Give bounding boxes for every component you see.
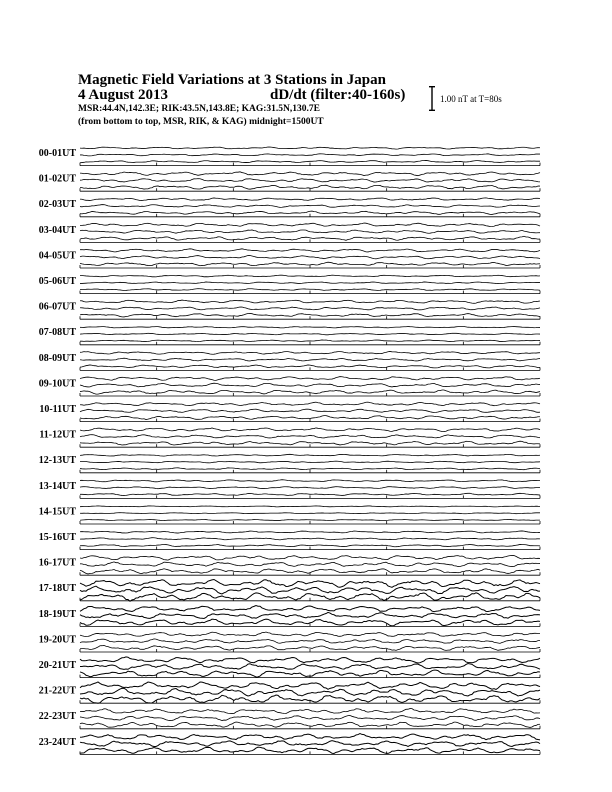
trace-KAG [80, 402, 540, 406]
hour-row-01-02UT [39, 172, 540, 191]
hour-row-06-07UT [39, 300, 540, 319]
trace-KAG [80, 580, 540, 588]
trace-RIK [80, 435, 540, 438]
trace-KAG [80, 275, 540, 277]
hour-label: 08-09UT [38, 352, 76, 364]
trace-KAG [80, 506, 540, 507]
trace-RIK [80, 333, 540, 335]
hour-label: 12-13UT [38, 455, 76, 467]
hour-row-00-01UT [39, 147, 540, 166]
hour-row-02-03UT [39, 198, 540, 217]
hour-label: 02-03UT [38, 199, 76, 211]
hour-label: 23-24UT [38, 736, 76, 748]
hour-label: 06-07UT [38, 301, 76, 313]
hour-label: 16-17UT [38, 557, 76, 569]
trace-KAG [80, 632, 540, 637]
hour-row-05-06UT [39, 275, 540, 294]
trace-RIK [80, 230, 540, 233]
trace-RIK [80, 513, 540, 514]
hour-label: 17-18UT [38, 583, 76, 595]
trace-RIK [80, 538, 540, 540]
hour-row-11-12UT [39, 428, 540, 447]
trace-KAG [80, 531, 540, 533]
trace-RIK [80, 256, 540, 259]
hour-row-23-24UT [39, 734, 540, 755]
hour-label: 21-22UT [38, 685, 76, 697]
hour-label: 22-23UT [38, 711, 76, 723]
trace-KAG [80, 300, 540, 303]
hour-row-09-10UT [39, 377, 540, 396]
chart-title: Magnetic Field Variations at 3 Stations in Japan [78, 72, 386, 88]
hour-row-14-15UT [39, 506, 540, 524]
trace-RIK [80, 409, 540, 412]
trace-KAG [80, 555, 540, 560]
hour-row-15-16UT [39, 531, 540, 550]
hour-row-20-21UT [39, 657, 540, 678]
trace-MSR [80, 493, 540, 495]
trace-MSR [80, 468, 540, 470]
trace-KAG [80, 657, 540, 663]
trace-RIK [80, 586, 540, 594]
hour-label: 20-21UT [38, 660, 76, 671]
trace-RIK [80, 487, 540, 489]
trace-MSR [80, 160, 540, 162]
hour-row-04-05UT [39, 249, 540, 268]
hour-row-16-17UT [39, 555, 540, 575]
trace-KAG [80, 351, 540, 354]
trace-MSR [80, 289, 540, 291]
hour-row-22-23UT [39, 709, 540, 729]
trace-RIK [80, 383, 540, 387]
hour-row-10-11UT [39, 402, 540, 421]
trace-MSR [80, 340, 540, 342]
hour-label: 14-15UT [38, 506, 76, 518]
trace-KAG [80, 709, 540, 714]
trace-KAG [80, 223, 540, 226]
trace-KAG [80, 734, 540, 740]
hour-row-19-20UT [39, 632, 540, 652]
hour-label: 11-12UT [39, 429, 76, 441]
scale-label: 1.00 nT at T=80s [440, 94, 502, 104]
trace-RIK [80, 358, 540, 361]
hour-label: 01-02UT [38, 173, 76, 185]
trace-MSR [80, 544, 540, 546]
hour-label: 10-11UT [39, 404, 76, 415]
trace-KAG [80, 326, 540, 327]
trace-KAG [80, 606, 540, 612]
hour-row-21-22UT [39, 682, 540, 703]
hour-label: 19-20UT [38, 634, 76, 646]
trace-RIK [80, 741, 540, 747]
stations-label: MSR:44.4N,142.3E; RIK:43.5N,143.8E; KAG:31.5N,130.7E [78, 104, 320, 114]
trace-KAG [80, 682, 540, 689]
trace-RIK [80, 205, 540, 208]
trace-RIK [80, 688, 540, 696]
hour-row-17-18UT [39, 580, 540, 602]
trace-KAG [80, 480, 540, 482]
trace-KAG [80, 454, 540, 456]
trace-RIK [80, 179, 540, 182]
trace-RIK [80, 282, 540, 284]
hour-row-13-14UT [39, 480, 540, 499]
hour-row-12-13UT [39, 454, 540, 472]
hour-label: 00-01UT [38, 148, 76, 159]
hour-row-08-09UT [39, 351, 540, 370]
trace-RIK [80, 639, 540, 644]
hour-label: 07-08UT [38, 327, 76, 339]
trace-KAG [80, 147, 540, 149]
hour-row-18-19UT [39, 606, 540, 627]
trace-KAG [80, 198, 540, 201]
hour-label: 13-14UT [38, 480, 76, 492]
date-label: 4 August 2013 [78, 87, 169, 103]
trace-RIK [80, 307, 540, 310]
trace-RIK [80, 612, 540, 618]
component-label: dD/dt (filter:40-160s) [270, 87, 406, 103]
hour-row-03-04UT [39, 223, 540, 242]
hour-label: 15-16UT [38, 532, 76, 543]
trace-RIK [80, 461, 540, 463]
trace-RIK [80, 562, 540, 567]
trace-RIK [80, 716, 540, 721]
trace-RIK [80, 154, 540, 156]
hour-label: 18-19UT [38, 608, 76, 620]
trace-KAG [80, 428, 540, 432]
hour-label: 09-10UT [38, 378, 76, 390]
hour-label: 05-06UT [38, 276, 76, 287]
hour-label: 04-05UT [38, 250, 76, 262]
hour-row-07-08UT [39, 326, 540, 344]
trace-KAG [80, 377, 540, 381]
trace-KAG [80, 172, 540, 176]
hour-label: 03-04UT [38, 224, 76, 236]
order-note: (from bottom to top, MSR, RIK, & KAG) midnight=1500UT [78, 117, 324, 127]
trace-RIK [80, 664, 540, 670]
trace-KAG [80, 249, 540, 252]
trace-MSR [80, 519, 540, 520]
